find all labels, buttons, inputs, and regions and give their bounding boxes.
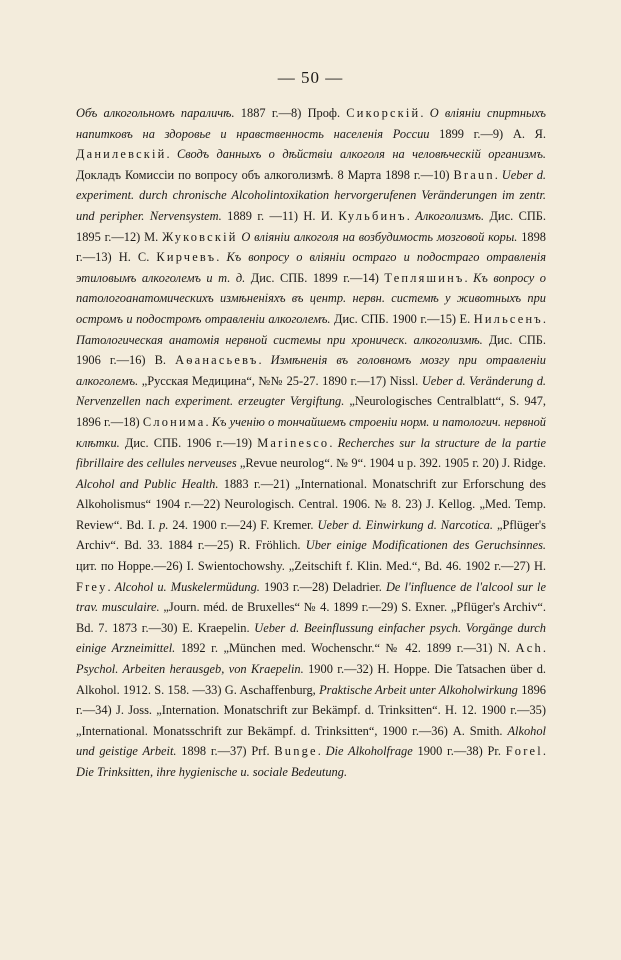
reference-text-segment: . bbox=[107, 579, 115, 594]
reference-text-segment: Praktische Arbeit unter Alkoholwirkung bbox=[319, 682, 518, 697]
reference-text-segment: Psychol. Arbeiten herausgeb, von Kraepelin. bbox=[76, 662, 304, 677]
reference-text-segment: . bbox=[216, 250, 227, 265]
reference-text-segment: Forel bbox=[505, 744, 543, 759]
reference-text-segment: Жуковскій bbox=[162, 229, 238, 244]
reference-text-segment: Ueber d. Beeinflussung einfacher psych. Vorgänge durch einige Arzneimittel. bbox=[76, 620, 546, 656]
reference-text-segment: Die Trinksitten, ihre hygienische u. sociale Bedeutung. bbox=[76, 765, 348, 779]
reference-text-segment: цит. по Hoppe.—26) I. Swientochowshy. „Zeitschift f. Klin. Med.“, Bd. 46. 1902 г.—27) H. bbox=[76, 559, 546, 574]
reference-text-segment: Ach bbox=[515, 641, 543, 656]
bibliography-text bbox=[76, 103, 546, 783]
reference-text-segment: Alcohol u. Muskelermüdung. bbox=[114, 579, 260, 594]
reference-text-segment: 1900 г.—38) Pr. bbox=[412, 744, 506, 759]
reference-text-segment: „Journ. méd. de Bruxelles“ № 4. 1899 г.—29) S. Exner. „Pflüger's Archiv“. Bd. 7. 1873 г.—30) E. Kraepelin. bbox=[76, 600, 547, 635]
reference-text-segment: Ueber d. Veränderung d. Nervenzellen nach experiment. erzeugter Vergiftung. bbox=[76, 373, 546, 409]
reference-text-segment: Die Alkoholfrage bbox=[325, 744, 413, 759]
reference-text-segment: Recherches sur la structure de la partie fibrillaire des cellules nerveuses bbox=[76, 435, 546, 471]
reference-text-segment: . bbox=[406, 208, 416, 223]
reference-text-segment: Измѣненія въ головномъ мозгу при отравленіи алкоголемъ. bbox=[76, 353, 546, 388]
reference-text-segment: 1887 г.—8) Проф. bbox=[234, 106, 347, 120]
reference-text-segment: . bbox=[494, 167, 502, 182]
reference-text-segment: Нильсенъ bbox=[473, 311, 543, 326]
reference-text-segment: Къ ученію о тончайшемъ строеніи норм. и патологич. нервной клѣтки. bbox=[76, 414, 546, 450]
reference-text-segment: Дис. СПБ. 1906 г.—16) В. bbox=[76, 332, 546, 368]
reference-text-segment: 1883 г.—21) „International. Monatschrift zur Erforschung des Alkoholismus“ 1904 г.—22) Neurologisch. Central. 1906. № 8. 23) J. Kellog. „Med. Temp. Review“. Bd. I. bbox=[76, 476, 546, 532]
reference-text-segment: „Neurologisches Centralblatt“, S. 947, 1896 г.—18) bbox=[76, 394, 546, 429]
reference-text-segment: О вліяніи спиртныхъ напитковъ на здоровье и нравственность населенія России bbox=[76, 106, 546, 141]
reference-text-segment: . bbox=[542, 641, 546, 656]
reference-text-segment: Кульбинъ bbox=[338, 208, 407, 223]
reference-text-segment: Аѳанасьевъ bbox=[175, 353, 259, 368]
reference-text-segment: . bbox=[205, 414, 212, 429]
reference-text-segment: Слонима bbox=[142, 414, 206, 429]
reference-text-segment: 1899 г.—9) А. Я. bbox=[429, 126, 546, 141]
reference-text-segment: Дис. СПБ. 1906 г.—19) bbox=[119, 435, 258, 450]
reference-text-segment: . bbox=[166, 147, 177, 162]
reference-text-segment: Докладъ Комиссіи по вопросу объ алкоголизмѣ. 8 Марта 1898 г.—10) bbox=[76, 167, 454, 182]
reference-text-segment: . bbox=[420, 106, 430, 120]
reference-text-segment: . bbox=[317, 744, 326, 759]
reference-text-segment: 1892 г. „München med. Wochenschr.“ № 42. 1899 г.—31) N. bbox=[175, 641, 516, 656]
reference-text-segment: Ueber d. experiment. durch chronische Alcoholintoxikation hervorgerufenen Veränderungen im zentr. und peripher. Nervensystem. bbox=[76, 167, 546, 223]
reference-text-segment: Braun bbox=[453, 167, 495, 182]
reference-text-segment: Дис. СПБ. 1895 г.—12) М. bbox=[76, 208, 547, 244]
reference-text-segment: . bbox=[329, 435, 338, 450]
reference-text-segment: Сикорскій bbox=[346, 106, 421, 120]
reference-text-segment: Патологическая анатомія нервной системы при хроническ. алкоголизмѣ. bbox=[76, 332, 483, 347]
reference-text-segment: „Pflüger's Archiv“. Bd. 33. 1884 г.—25) R. Fröhlich. bbox=[76, 517, 546, 553]
reference-text-segment: Алкоголизмъ. bbox=[415, 208, 485, 223]
reference-text-segment: Дис. СПБ. 1899 г.—14) bbox=[245, 270, 385, 285]
reference-text-segment: . bbox=[464, 270, 474, 285]
reference-text-segment: 1903 г.—28) Deladrier. bbox=[259, 579, 386, 594]
reference-text-segment: Ueber d. Einwirkung d. Narcotica. bbox=[317, 517, 493, 532]
page-number: — 50 — bbox=[277, 68, 344, 87]
reference-text-segment: Alcohol and Public Health. bbox=[76, 476, 219, 491]
reference-text-segment: „Русская Медицина“, №№ 25-27. 1890 г.—17) Nissl. bbox=[138, 373, 422, 388]
reference-text-segment: Сводъ данныхъ о дѣйствіи алкоголя на человѣческій организмъ. bbox=[177, 147, 546, 162]
reference-text-segment: 1896 г.—34) J. Joss. „Internation. Monatschrift zur Bekämpf. d. Trinksitten“. H. 12. 1900 г.—35) „International. Monatsschrift zur Bekämpf. d. Trinksitten“, 1900 г.—36) A. Smith. bbox=[76, 682, 546, 738]
reference-text-segment: О вліяніи алкоголя на возбудимость мозговой коры. bbox=[241, 229, 518, 244]
reference-text-segment: Кирчевъ bbox=[156, 250, 217, 265]
reference-text-segment: . bbox=[542, 744, 546, 759]
reference-text-segment: Дис. СПБ. 1900 г.—15) Е. bbox=[330, 311, 474, 326]
reference-text-segment: Bunge bbox=[274, 744, 318, 759]
reference-text-segment: Къ вопросу о патологоанатомическихъ измѣненіяхъ въ центр. нервн. системѣ у животныхъ при остромъ и подостромъ отравленіи алкоголемъ. bbox=[76, 270, 546, 326]
reference-text-segment: 1889 г. —11) Н. И. bbox=[221, 208, 339, 223]
reference-text-segment: Frey bbox=[76, 579, 108, 594]
reference-text-segment: 24. 1900 г.—24) F. Kremer. bbox=[168, 517, 318, 532]
reference-text-segment: Marinesco bbox=[257, 435, 330, 450]
reference-text-segment: Данилевскій bbox=[76, 147, 167, 162]
reference-text-segment: 1900 г.—32) H. Hoppe. Die Tatsachen über d. Alkohol. 1912. S. 158. —33) G. Aschaffenburg, bbox=[76, 662, 546, 697]
reference-text-segment: . bbox=[258, 353, 271, 368]
reference-text-segment: Къ вопросу о вліяніи остраго и подостраго отравленія этиловымъ алкоголемъ и т. д. bbox=[76, 250, 547, 285]
reference-text-segment: . bbox=[542, 311, 547, 326]
reference-text-segment: 1898 г.—37) Prf. bbox=[176, 744, 275, 759]
reference-text-segment: 1898 г.—13) Н. С. bbox=[76, 229, 546, 265]
reference-text-segment: Объ алкогольномъ параличѣ. bbox=[76, 106, 235, 120]
reference-text-segment: p. bbox=[159, 517, 169, 532]
reference-text-segment: Uber einige Modificationen des Geruchsinnes. bbox=[305, 538, 546, 553]
reference-text-segment: „Revue neurolog“. № 9“. 1904 u p. 392. 1905 г. 20) J. Ridge. bbox=[236, 456, 546, 471]
reference-text-segment: Тепляшинъ bbox=[384, 270, 465, 285]
reference-text-segment: Alkohol und geistige Arbeit. bbox=[76, 723, 546, 759]
reference-text-segment: De l'influence de l'alcool sur le trav. musculaire. bbox=[76, 579, 546, 615]
